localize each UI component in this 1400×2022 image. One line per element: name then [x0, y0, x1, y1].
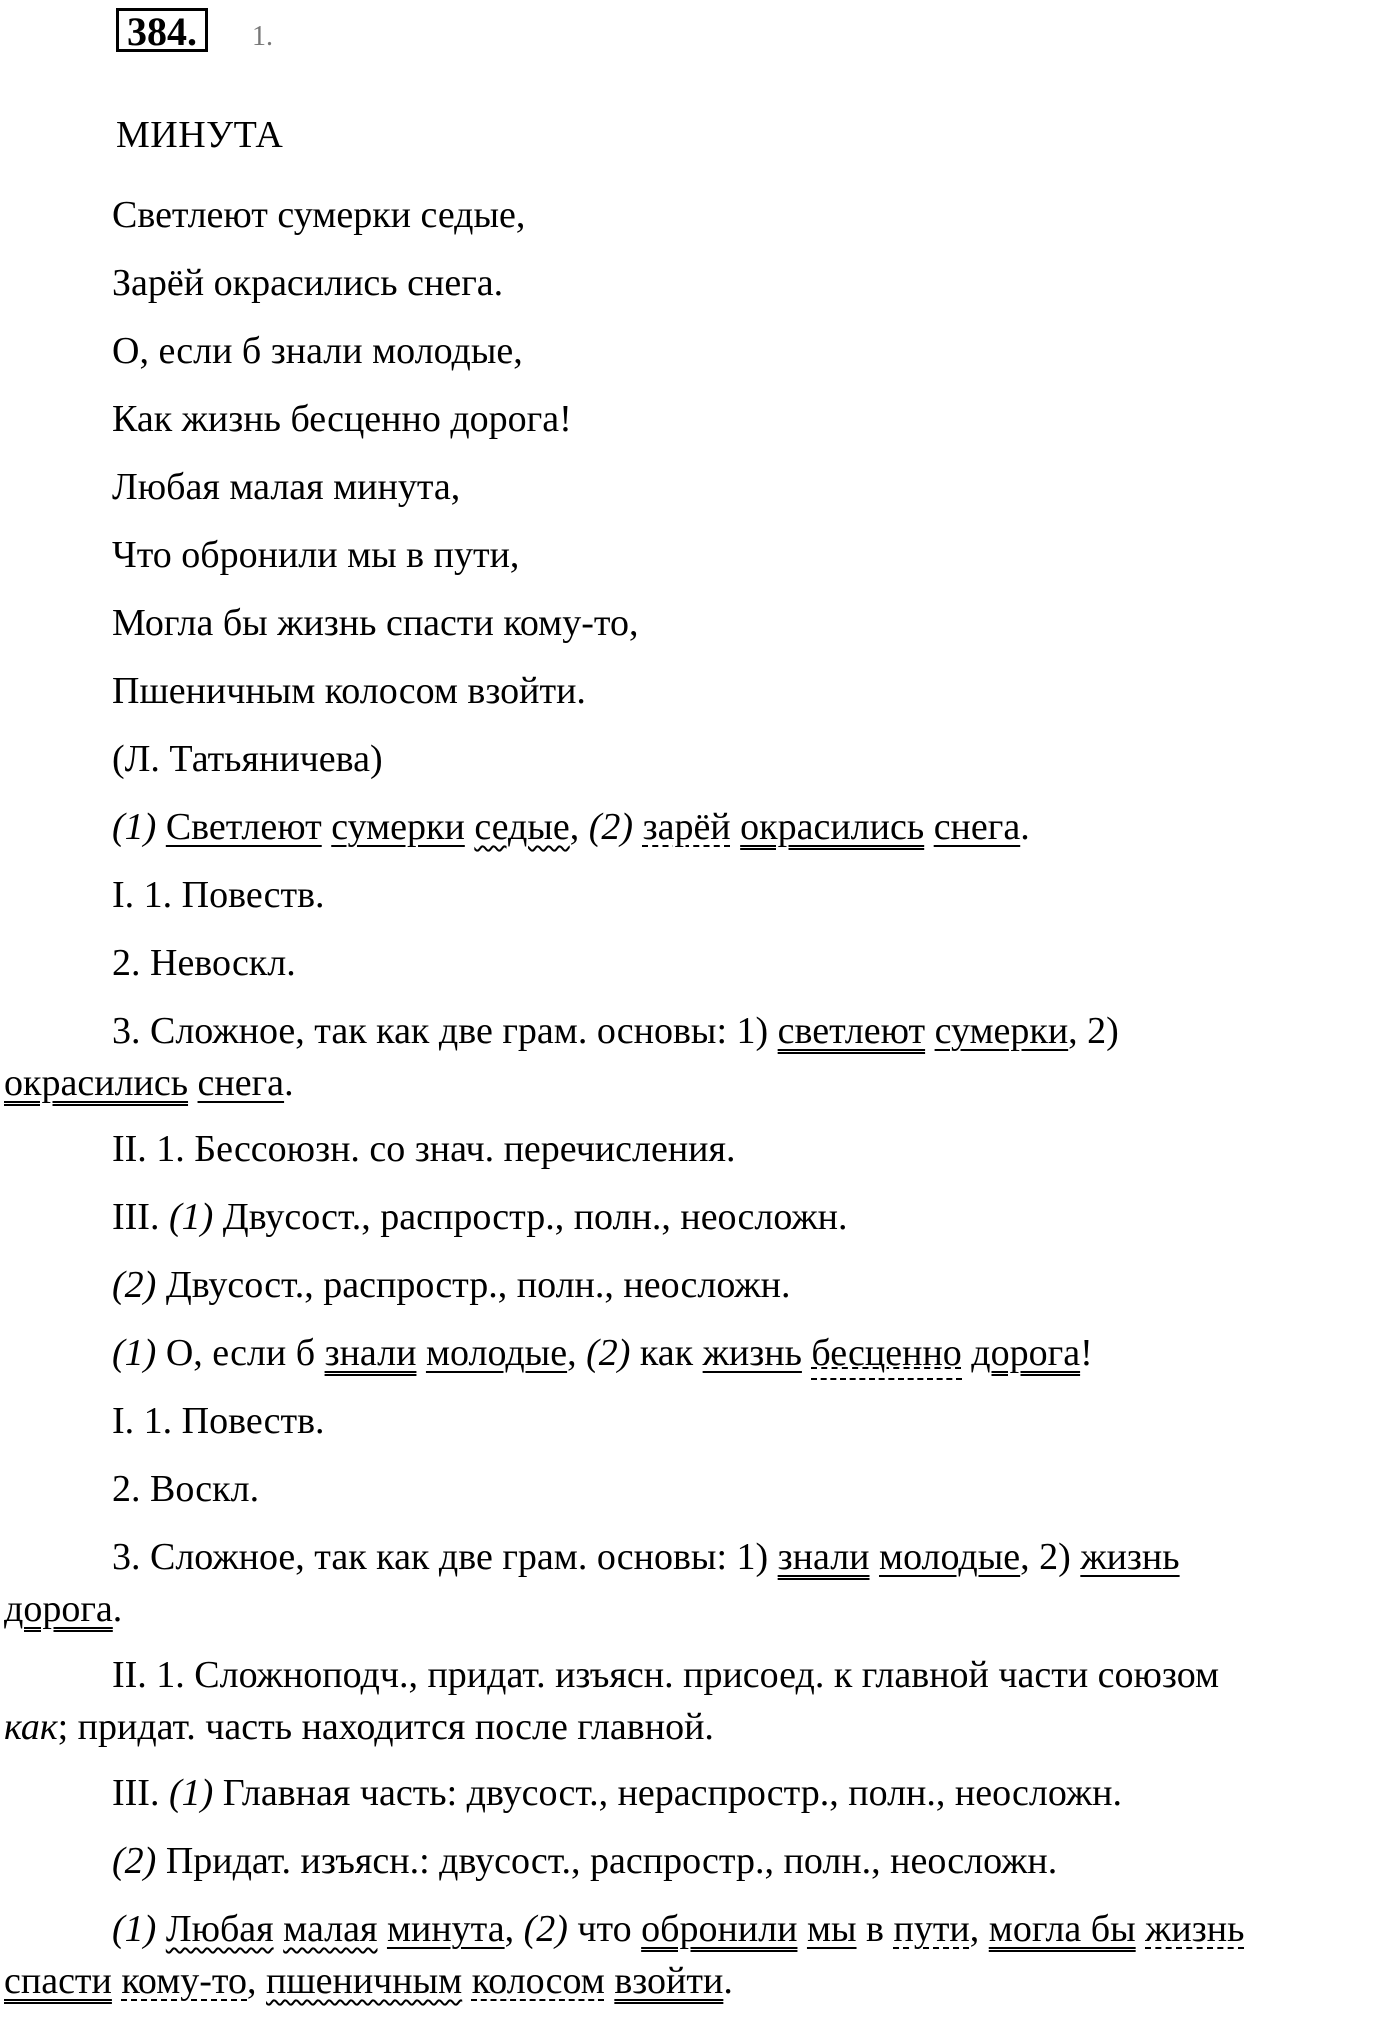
text: , 2): [1068, 1010, 1119, 1052]
attribute: седые: [474, 806, 570, 848]
analysis-line: II. 1. Сложноподч., придат. изъясн. присоед. к главной части союзом: [112, 1654, 1220, 1696]
analysis-line: [0, 1702, 1400, 1768]
punct: .: [723, 1960, 733, 2002]
text: О, если б: [156, 1332, 325, 1374]
predicate: обронили: [641, 1908, 798, 1950]
poem-title: МИНУТА: [116, 114, 284, 156]
text: в: [856, 1908, 894, 1950]
predicate: знали: [777, 1536, 870, 1578]
clause-marker: (1): [112, 1332, 157, 1374]
predicate: Светлеют: [165, 806, 322, 848]
punct: .: [112, 1588, 123, 1630]
subject: снега: [197, 1062, 285, 1104]
object: кому-то: [121, 1960, 248, 2002]
poem-line: Как жизнь бесценно дорога!: [112, 398, 572, 440]
poem-line: Светлеют сумерки седые,: [112, 194, 526, 236]
punct: .: [1020, 806, 1030, 848]
attribute: пшеничным: [266, 1960, 463, 2002]
text: III.: [112, 1772, 169, 1814]
text: Двусост., распростр., полн., неосложн.: [213, 1196, 848, 1238]
adverbial: бесценно: [811, 1332, 961, 1380]
text: Главная часть: двусост., нераспростр., полн., неосложн.: [213, 1772, 1122, 1814]
predicate: дорога: [971, 1332, 1081, 1374]
analysis-line: 2. Невоскл.: [112, 942, 296, 984]
analysis-line: I. 1. Повеств.: [112, 874, 325, 916]
predicate: могла бы: [988, 1908, 1136, 1950]
subject: сумерки: [331, 806, 465, 848]
adverbial: колосом: [471, 1960, 605, 2002]
subject: минута: [386, 1908, 505, 1950]
sentence-analysis-3: [0, 1904, 1400, 1956]
analysis-line: 2. Воскл.: [112, 1468, 260, 1510]
clause-marker: (2): [523, 1908, 568, 1950]
poem-line: Любая малая минута,: [112, 466, 461, 508]
subject: молодые: [425, 1332, 568, 1374]
text: Придат. изъясн.: двусост., распростр., полн., неосложн.: [156, 1840, 1058, 1882]
text: , 2): [1020, 1536, 1081, 1578]
punct: !: [1080, 1332, 1093, 1374]
text: III.: [112, 1196, 169, 1238]
clause-marker: (1): [168, 1772, 214, 1814]
predicate: взойти: [614, 1960, 724, 2002]
subject: мы: [806, 1908, 857, 1950]
clause-marker: (2): [112, 1840, 157, 1882]
clause-marker: (2): [112, 1264, 157, 1306]
analysis-line: [0, 1836, 1400, 1904]
text: ; придат. часть находится после главной.: [57, 1706, 714, 1748]
conjunction: как: [4, 1706, 58, 1748]
predicate: окрасились: [4, 1062, 189, 1104]
object: жизнь: [1145, 1908, 1245, 1950]
text: что: [567, 1908, 642, 1950]
punct: ,: [247, 1960, 267, 2002]
text: как: [630, 1332, 703, 1374]
analysis-line: [0, 1768, 1400, 1836]
punct: .: [284, 1062, 294, 1104]
attribute: малая: [283, 1908, 378, 1950]
predicate: дорога: [4, 1588, 113, 1630]
analysis-line: II. 1. Бессоюзн. со знач. перечисления.: [112, 1128, 736, 1170]
exercise-number: 384.: [116, 8, 208, 52]
poem-line: Пшеничным колосом взойти.: [112, 670, 586, 712]
analysis-line: [0, 1584, 1400, 1650]
text: Двусост., распростр., полн., неосложн.: [156, 1264, 791, 1306]
clause-marker: (2): [586, 1332, 631, 1374]
punct: ,: [567, 1332, 587, 1374]
poem-line: О, если б знали молодые,: [112, 330, 523, 372]
subject: жизнь: [1080, 1536, 1180, 1578]
analysis-line: [0, 1058, 1400, 1124]
predicate: спасти: [4, 1960, 112, 2002]
clause-marker: (1): [112, 806, 157, 848]
predicate: знали: [324, 1332, 417, 1374]
sentence-analysis-1: [0, 802, 1400, 870]
text: 3. Сложное, так как две грам. основы: 1): [112, 1536, 778, 1578]
adverbial: зарёй: [642, 806, 731, 848]
predicate: окрасились: [740, 806, 925, 848]
analysis-line: [0, 1006, 1400, 1058]
attribute: Любая: [165, 1908, 274, 1950]
poem-line: Зарёй окрасились снега.: [112, 262, 504, 304]
subject: сумерки: [934, 1010, 1069, 1052]
punct: ,: [569, 806, 580, 848]
clause-marker: (2): [588, 806, 634, 848]
punct: ,: [504, 1908, 524, 1950]
poem-line: Могла бы жизнь спасти кому-то,: [112, 602, 639, 644]
analysis-line: [0, 1532, 1400, 1584]
analysis-line: [0, 1260, 1400, 1328]
poem-line: Что обронили мы в пути,: [112, 534, 520, 576]
analysis-line: [0, 1192, 1400, 1260]
predicate: светлеют: [777, 1010, 926, 1052]
adverbial: пути: [893, 1908, 970, 1950]
subject: снега: [933, 806, 1021, 848]
subject: молодые: [879, 1536, 1021, 1578]
punct: ,: [969, 1908, 989, 1950]
sentence-analysis-2: [0, 1328, 1400, 1396]
clause-marker: (1): [168, 1196, 214, 1238]
analysis-line: [0, 1956, 1400, 2022]
exercise-header: [116, 6, 273, 54]
subject: жизнь: [702, 1332, 802, 1374]
clause-marker: (1): [112, 1908, 157, 1950]
text: 3. Сложное, так как две грам. основы: 1): [112, 1010, 778, 1052]
analysis-line: I. 1. Повеств.: [112, 1400, 325, 1442]
document-body: [0, 190, 1400, 2022]
poem-author: (Л. Татьяничева): [112, 738, 383, 780]
exercise-subnumber: 1.: [252, 21, 273, 52]
